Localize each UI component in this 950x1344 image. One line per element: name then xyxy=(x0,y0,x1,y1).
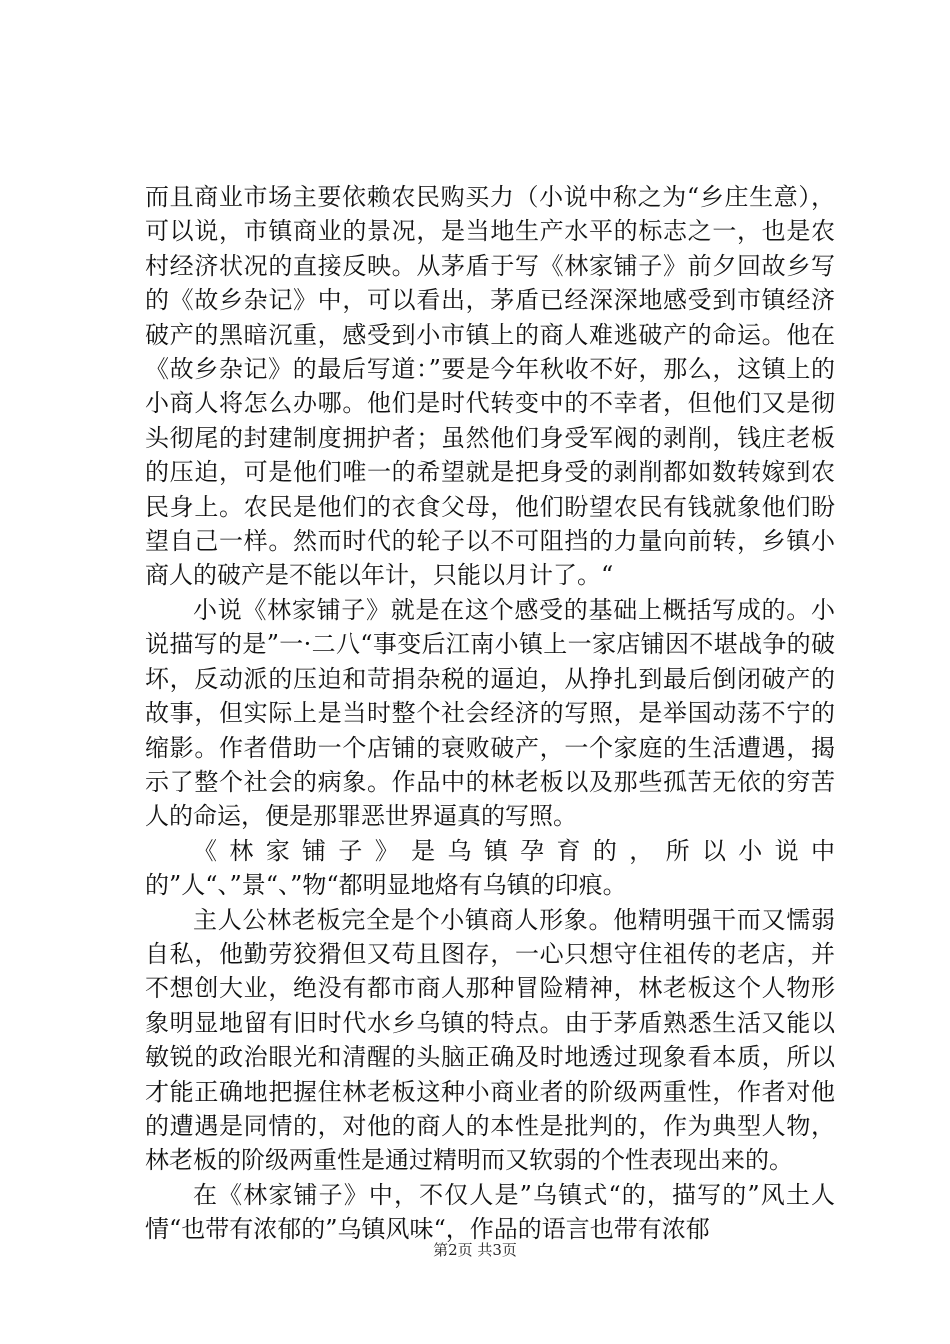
page-number-footer: 第2页 共3页 xyxy=(433,1241,517,1259)
document-body xyxy=(145,180,835,1247)
paragraph-2: 小说《林家铺子》就是在这个感受的基础上概括写成的。小说描写的是”一·二八“事变后江南小镇上一家店铺因不堪战争的破坏，反动派的压迫和苛捐杂税的逼迫，从挣扎到最后倒闭破产的故事，但实际上是当时整个社会经济的写照，是举国动荡不宁的缩影。作者借助一个店铺的衰败破产，一个家庭的生活遭遇，揭示了整个社会的病象。作品中的林老板以及那些孤苦无依的穷苦人的命运，便是那罪恶世界逼真的写照。 xyxy=(145,595,835,831)
paragraph-4: 主人公林老板完全是个小镇商人形象。他精明强干而又懦弱自私，他勤劳狡猾但又苟且图存，一心只想守住祖传的老店，并不想创大业，绝没有都市商人那种冒险精神，林老板这个人物形象明显地留有旧时代水乡乌镇的特点。由于茅盾熟悉生活又能以敏锐的政治眼光和清醒的头脑正确及时地透过现象看本质，所以才能正确地把握住林老板这种小商业者的阶级两重性，作者对他的遭遇是同情的，对他的商人的本性是批判的，作为典型人物，林老板的阶级两重性是通过精明而又软弱的个性表现出来的。 xyxy=(145,905,835,1175)
paragraph-3: 《林家铺子》是乌镇孕育的，所以小说中的”人“、”景“、”物“都明显地烙有乌镇的印痕。 xyxy=(145,836,835,900)
paragraph-5: 在《林家铺子》中，不仅人是”乌镇式“的，描写的”风土人情“也带有浓郁的”乌镇风味“，作品的语言也带有浓郁 xyxy=(145,1180,835,1244)
paragraph-1: 而且商业市场主要依赖农民购买力（小说中称之为“乡庄生意），可以说，市镇商业的景况，是当地生产水平的标志之一，也是农村经济状况的直接反映。从茅盾于写《林家铺子》前夕回故乡写的《故乡杂记》中，可以看出，茅盾已经深深地感受到市镇经济破产的黑暗沉重，感受到小市镇上的商人难逃破产的命运。他在《故乡杂记》的最后写道：”要是今年秋收不好，那么，这镇上的小商人将怎么办哪。他们是时代转变中的不幸者，但他们又是彻头彻尾的封建制度拥护者；虽然他们身受军阀的剥削，钱庄老板的压迫，可是他们唯一的希望就是把身受的剥削都如数转嫁到农民身上。农民是他们的衣食父母，他们盼望农民有钱就象他们盼望自己一样。然而时代的轮子以不可阻挡的力量向前转，乡镇小商人的破产是不能以年计，只能以月计了。“ xyxy=(145,183,835,590)
